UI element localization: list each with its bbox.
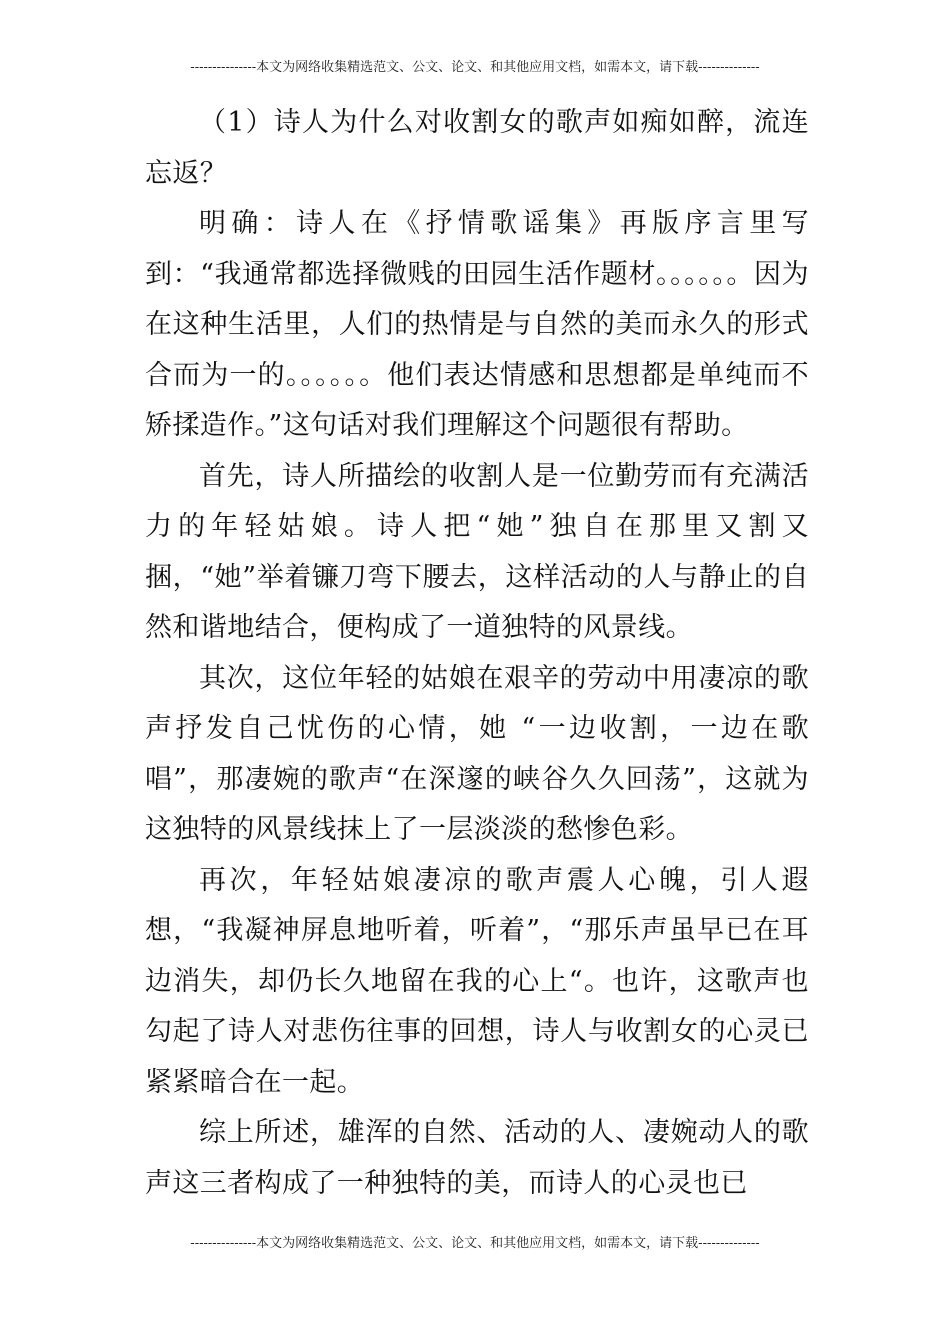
header-banner: ---------------本文为网络收集精选范文、公文、论文、和其他应用文档，如需本文，请下载--------------: [190, 60, 760, 75]
paragraph-summary: 综上所述，雄浑的自然、活动的人、凄婉动人的歌声这三者构成了一种独特的美，而诗人的心灵也已: [145, 1117, 809, 1199]
paragraph-question: （1）诗人为什么对收割女的歌声如痴如醉，流连忘返？: [145, 107, 809, 189]
paragraph-third-point: 再次，年轻姑娘凄凉的歌声震人心魄，引人遐想，“我凝神屏息地听着，听着”，“那乐声虽早已在耳边消失，却仍长久地留在我的心上“。也许，这歌声也勾起了诗人对悲伤往事的回想，诗人与收割女的心灵已紧紧暗合在一起。: [145, 864, 809, 1098]
paragraph-first-point: 首先，诗人所描绘的收割人是一位勤劳而有充满活力的年轻姑娘。诗人把“她”独自在那里又割又捆，“她”举着镰刀弯下腰去，这样活动的人与静止的自然和谐地结合，便构成了一道独特的风景线。: [145, 460, 809, 643]
paragraph-second-point: 其次，这位年轻的姑娘在艰辛的劳动中用凄凉的歌声抒发自己忧伤的心情，她 “一边收割，一边在歌唱”，那凄婉的歌声“在深邃的峡谷久久回荡”，这就为这独特的风景线抹上了一层淡淡的愁惨色彩。: [145, 662, 809, 845]
document-body: [145, 98, 809, 1209]
paragraph-answer-intro: 明确：诗人在《抒情歌谣集》再版序言里写到：“我通常都选择微贱的田园生活作题材。。。。。。因为在这种生活里，人们的热情是与自然的美而永久的形式合而为一的。。。。。。他们表达情感和思想都是单纯而不矫揉造作。”这句话对我们理解这个问题很有帮助。: [145, 208, 809, 441]
footer-banner: ---------------本文为网络收集精选范文、公文、论文、和其他应用文档，如需本文，请下载--------------: [190, 1236, 760, 1251]
